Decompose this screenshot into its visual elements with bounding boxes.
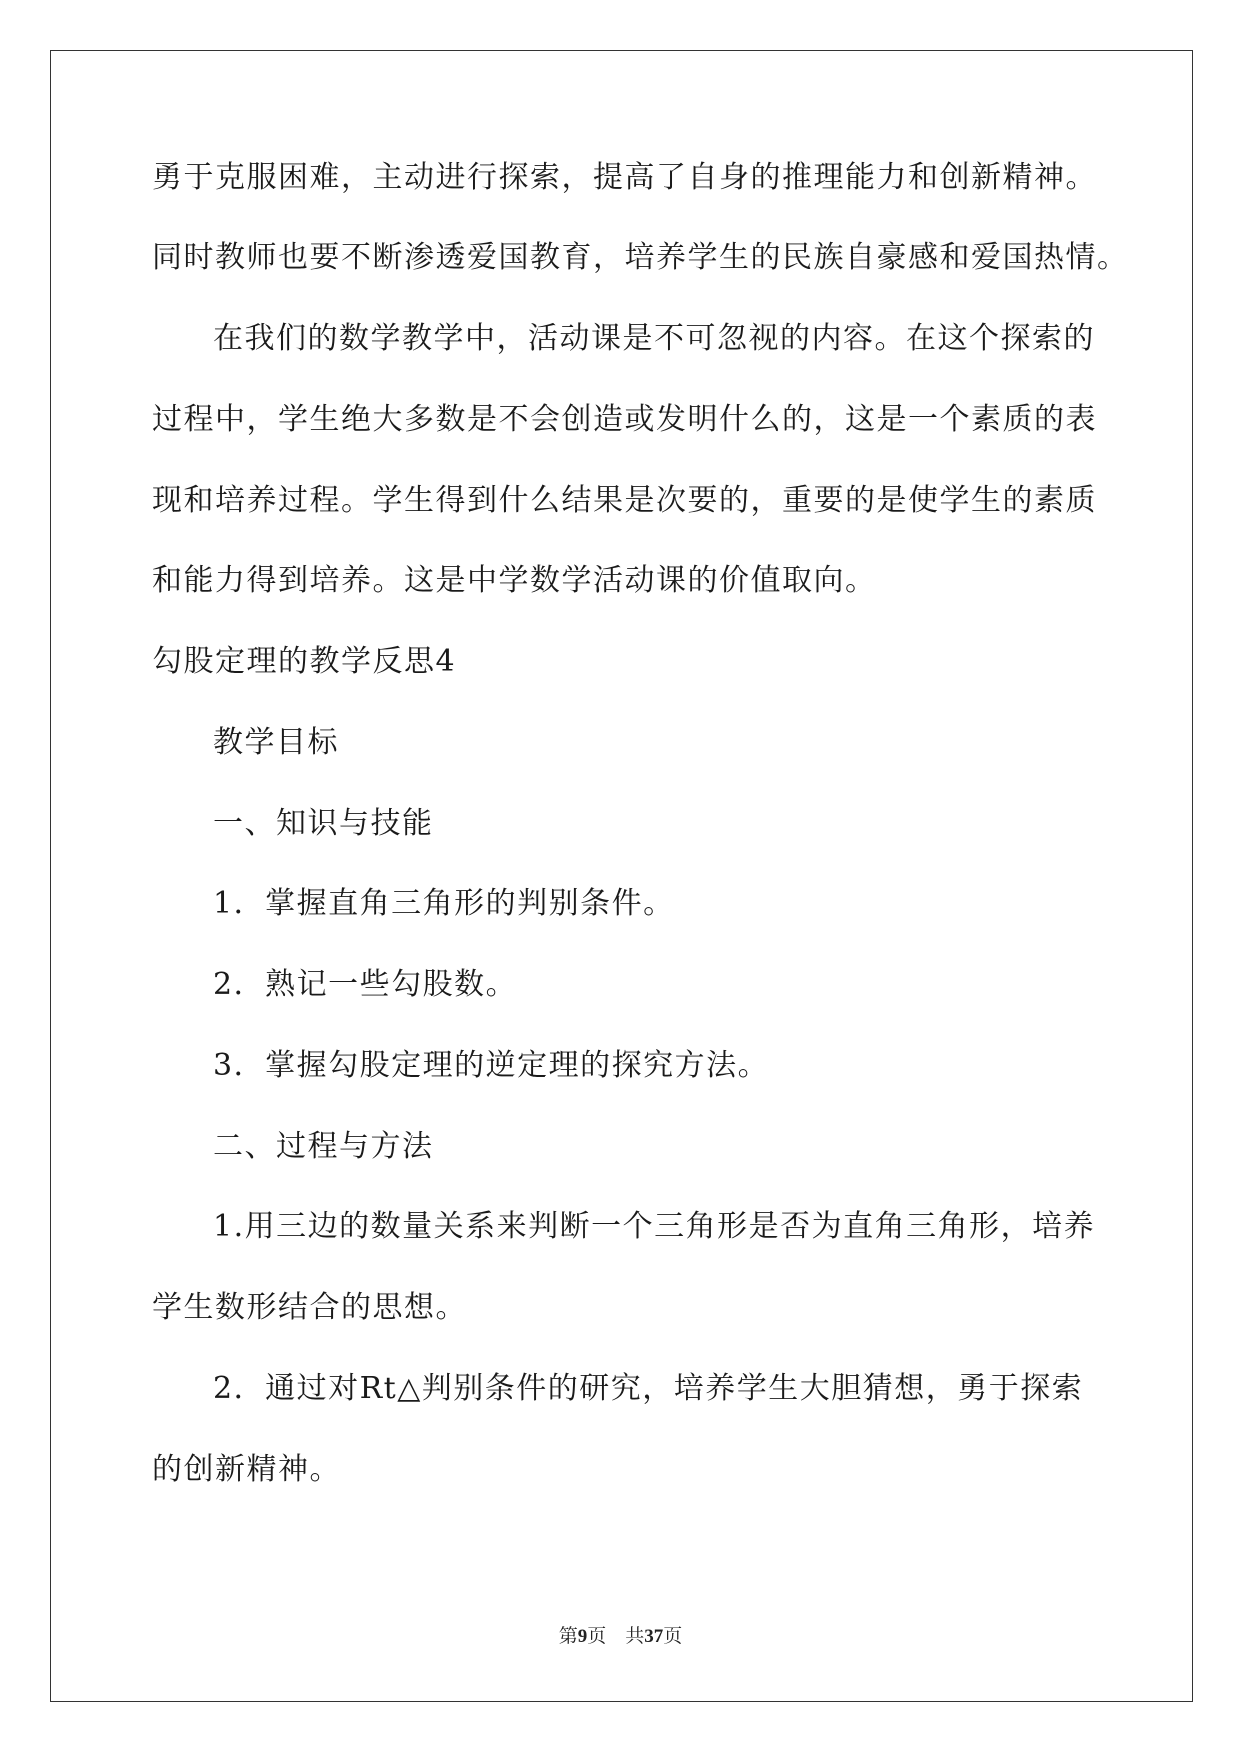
text-line: 现和培养过程。学生得到什么结果是次要的，重要的是使学生的素质 xyxy=(152,483,1097,518)
text-line: 1.用三边的数量关系来判断一个三角形是否为直角三角形，培养 xyxy=(213,1209,1096,1244)
page-footer xyxy=(0,1624,1241,1649)
text-line: 一、知识与技能 xyxy=(213,806,434,841)
text-line: 学生数形结合的思想。 xyxy=(152,1290,467,1325)
text-line: 3．掌握勾股定理的逆定理的探究方法。 xyxy=(213,1048,770,1083)
text-line: 2．熟记一些勾股数。 xyxy=(213,967,518,1002)
text-line: 教学目标 xyxy=(213,725,339,760)
text-line: 在我们的数学教学中，活动课是不可忽视的内容。在这个探索的 xyxy=(213,321,1095,356)
text-line: 1．掌握直角三角形的判别条件。 xyxy=(213,886,675,921)
text-line: 和能力得到培养。这是中学数学活动课的价值取向。 xyxy=(152,563,877,598)
text-line: 勇于克服困难，主动进行探索，提高了自身的推理能力和创新精神。 xyxy=(152,160,1097,195)
text-line: 同时教师也要不断渗透爱国教育，培养学生的民族自豪感和爱国热情。 xyxy=(152,240,1129,275)
footer-page-number: 9 xyxy=(577,1626,588,1647)
text-line: 二、过程与方法 xyxy=(213,1129,434,1164)
text-line: 过程中，学生绝大多数是不会创造或发明什么的，这是一个素质的表 xyxy=(152,402,1097,437)
section-heading: 勾股定理的教学反思4 xyxy=(152,644,457,679)
text-line: 2．通过对Rt△判别条件的研究，培养学生大胆猜想，勇于探索 xyxy=(213,1371,1084,1406)
footer-total-pages: 37 xyxy=(644,1626,664,1647)
footer-mid: 页 共 xyxy=(587,1625,645,1647)
footer-prefix: 第 xyxy=(558,1625,578,1647)
footer-suffix: 页 xyxy=(663,1625,683,1647)
text-line: 的创新精神。 xyxy=(152,1452,341,1487)
